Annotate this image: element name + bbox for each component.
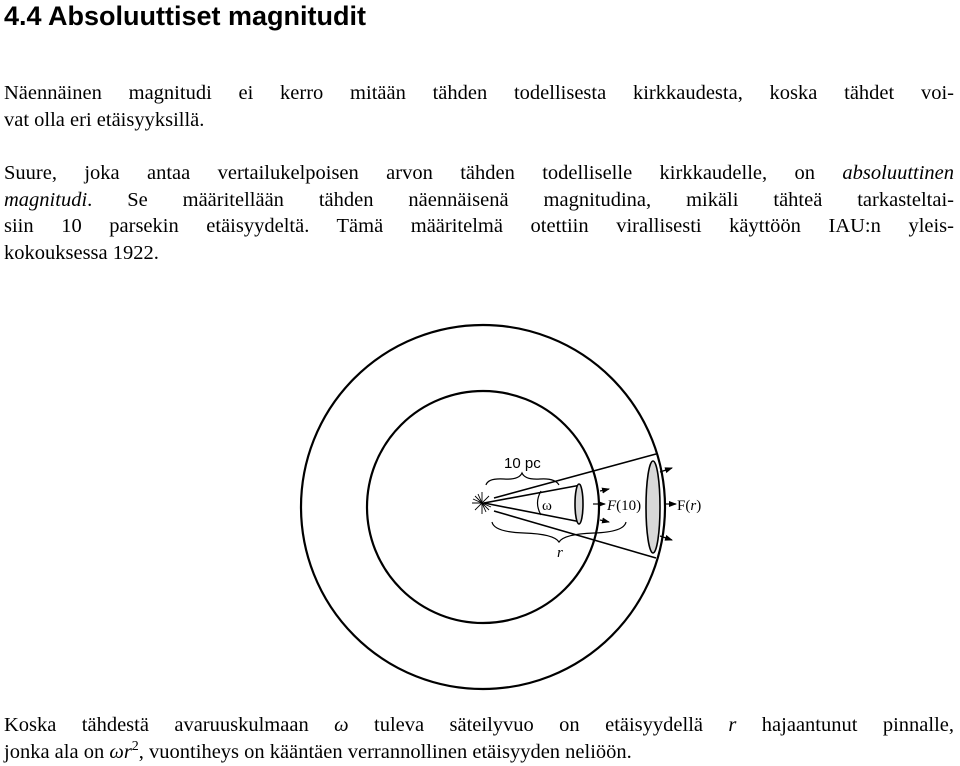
paragraph2-line2-text: . Se määritellään tähden näennäisenä magnitudina, mikäli tähteä tarkasteltai- — [87, 188, 954, 211]
caption-r: r — [728, 714, 737, 736]
surface-at-10pc — [575, 484, 583, 524]
caption-line2: jonka ala on $\omega r^2$, vuontiheys on kääntäen verrannollinen etäisyyden neliöön. — [4, 738, 632, 763]
caption-omega-2: ω — [109, 740, 124, 763]
paragraph2-line1 — [4, 160, 954, 187]
caption-omega: ω — [334, 714, 349, 736]
paragraph-apparent-magnitude — [4, 80, 954, 133]
paragraph-absolute-magnitude — [4, 160, 954, 266]
paragraph2-line3: siin 10 parsekin etäisyydeltä. Tämä määritelmä otettiin virallisesti käyttöön IAU:n yleis- — [4, 215, 954, 237]
paragraph2-line1-text: Suure, joka antaa vertailukelpoisen arvon tähden todelliselle kirkkaudelle, on — [4, 162, 843, 184]
flux-at-10pc-label: F(10) — [607, 498, 642, 514]
angle-label: ω — [542, 498, 552, 514]
flux-diagram — [270, 320, 702, 720]
term-absolute: absoluuttinen — [842, 162, 954, 184]
caption-line1: Koska tähdestä avaruuskulmaan ω tuleva säteilyvuo on etäisyydellä r hajaantunut pinnalle, — [4, 714, 954, 736]
term-magnitude: magnitudi — [4, 188, 88, 211]
paragraph1-line2: vat olla eri etäisyyksillä. — [4, 108, 205, 131]
section-heading: 4.4 Absoluuttiset magnitudit — [4, 1, 367, 31]
radius-brace — [492, 522, 626, 542]
radius-label: r — [557, 545, 563, 561]
caption-exponent: 2 — [131, 738, 139, 754]
caption-r-2: r — [123, 740, 132, 763]
light-cone-inner — [484, 485, 581, 522]
figure-caption — [4, 712, 954, 765]
paragraph1-line1: Näennäinen magnitudi ei kerro mitään tähden todellisesta kirkkaudesta, koska tähdet voi- — [4, 82, 954, 104]
surface-at-r — [646, 461, 660, 553]
flux-at-r-label: F(r) — [677, 498, 702, 514]
distance-label: 10 pc — [504, 455, 541, 472]
paragraph2-line2 — [4, 187, 954, 214]
paragraph2-line4: kokouksessa 1922. — [4, 241, 159, 264]
